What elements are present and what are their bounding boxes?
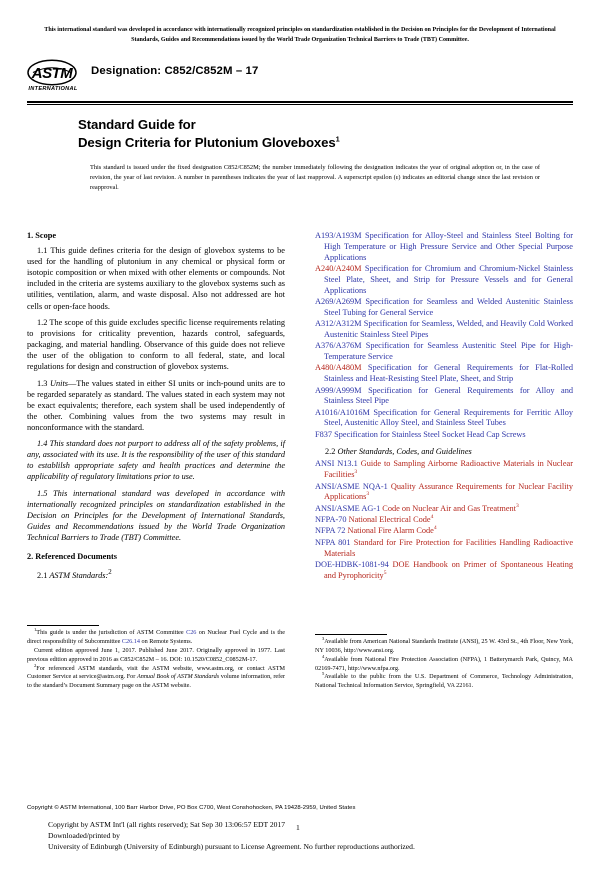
reference-title: Specification for Seamless, Welded, and Heavily Cold Worked Austenitic Stainless Steel Pipes [324, 319, 573, 339]
reference-title: Specification for Seamless and Welded Austenitic Stainless Steel Tubing for General Service [324, 296, 573, 317]
paragraph-1-4: 1.4 This standard does not purport to address all of the safety problems, if any, associated with its use. It is the responsibility of the user of this standard to establilsh appropriate safety and health practices and determine the applicability of regulatory limitations prior to use. [27, 439, 285, 482]
paragraph-1-3-term: Units [50, 378, 68, 388]
subsection-astm-standards [27, 569, 285, 582]
reference-item[interactable] [315, 363, 573, 385]
designation-label: Designation: C852/C852M – 17 [91, 64, 259, 77]
body-columns [27, 231, 573, 691]
title-footnote-marker: 1 [335, 134, 340, 144]
paragraph-1-1: 1.1 This guide defines criteria for the design of glovebox systems to be used for the handling of plutonium in any chemical or physical form or isotopic composition or when mixed with other elements or compounds. Not included in the criteria are systems auxiliary to the glovebox systems such as utilities, ventilation, alarm, and waste disposal. Also not addressed are hot cells or open-face hoods. [27, 246, 285, 311]
reference-designation: A269/A269M [315, 296, 362, 306]
right-footnotes-block [315, 634, 573, 691]
issue-statement: This standard is issued under the fixed designation C852/C852M; the number immediately following the designation indicates the year of original adoption or, in the case of revision, the year of last revision. A number in parentheses indicates the year of last reapproval. A superscript epsilon (ε) indicates an editorial change since the last revision or reapproval. [90, 164, 540, 192]
left-footnotes [27, 629, 285, 691]
footnote-link-c26-14[interactable]: C26.14 [121, 638, 140, 646]
reference-item[interactable] [315, 538, 573, 560]
reference-title: Specification for Alloy-Steel and Stainless Steel Bolting for High Temperature or High Pressure Service and Other Special Purpose Applications [324, 231, 573, 262]
copyright-notice: Copyright © ASTM International, 100 Barr Harbor Drive, PO Box C700, West Conshohocken, PA 19428-2959, United States [27, 805, 356, 811]
reference-title: DOE Handbook on Primer of Spontaneous Heating and Pyrophoricity [324, 559, 573, 580]
paragraph-1-3-number: 1.3 [37, 378, 48, 388]
license-line-3: University of Edinburgh (University of Edinburgh) pursuant to License Agreement. No further reproductions authorized. [48, 842, 415, 851]
right-footnotes [315, 638, 573, 691]
footnote-2-marker: 2 [34, 662, 37, 668]
reference-item[interactable] [315, 430, 573, 441]
title-line-1: Standard Guide for [78, 117, 196, 133]
reference-item[interactable] [315, 459, 573, 481]
astm-logo-mark-icon [27, 59, 77, 86]
paragraph-1-5: 1.5 This international standard was developed in accordance with internationally recognized principles on standardization established in the Decision on Principles for the Development of International Standards, Guides and Recommendations issued by the World Trade Organization Technical Barriers to Trade (TBT) Committee. [27, 488, 285, 543]
reference-item[interactable] [315, 408, 573, 430]
document-page [0, 26, 600, 876]
reference-footnote-marker: 3 [515, 502, 519, 509]
left-footnotes-block [27, 625, 285, 691]
footnote-5-marker: 5 [322, 671, 325, 677]
astm-logo-subtitle: INTERNATIONAL [28, 85, 78, 92]
footnote-4: $^4$Available from National Fire Protection Association (NFPA), 1 Batterymarch Park, Quincy, MA 02169-7471, http://www.nfpa.org. [315, 653, 573, 672]
astm-standards-list [315, 231, 573, 441]
reference-designation: NFPA 801 [315, 537, 351, 547]
reference-footnote-marker: 5 [383, 569, 387, 576]
astm-logo [27, 59, 83, 92]
license-line-1: Copyright by ASTM Int'l (all rights reserved); Sat Sep 30 13:06:57 EDT 2017 [48, 820, 286, 829]
reference-title: Specification for General Requirements for Ferritic Alloy Steel, Austenitic Alloy Steel, and Stainless Steel Tubes [324, 407, 573, 428]
reference-item[interactable] [315, 504, 573, 515]
reference-designation: NFPA 72 [315, 526, 346, 536]
footnote-1-marker: 1 [34, 627, 37, 633]
reference-item[interactable] [315, 297, 573, 319]
footnote-2: $^2$For referenced ASTM standards, visit the ASTM website, www.astm.org, or contact ASTM Customer Service at service@astm.org. For Annual Book of ASTM Standards volume information, refer to the standard’s Document Summary page on the ASTM website. [27, 662, 286, 690]
reference-item[interactable] [315, 560, 573, 582]
reference-footnote-marker: 3 [354, 469, 358, 476]
reference-title: National Fire Alarm Code [345, 526, 434, 536]
reference-footnote-marker: 3 [366, 491, 370, 498]
footnote-divider [27, 625, 99, 626]
reference-designation: A193/A193M [315, 231, 362, 240]
footnote-link-c26[interactable]: C26 [186, 629, 197, 637]
footnote-1: $^1$This guide is under the jurisdiction of ASTM Committee C26 on Nuclear Fuel Cycle and is the direct responsibility of Subcommittee C26.14 on Remote Systems. [27, 627, 285, 646]
reference-title: Specification for Chromium and Chromium-Nickel Stainless Steel Plate, Sheet, and Strip for Pressure Vessels and for General Applications [324, 263, 573, 295]
reference-designation: A312/A312M [315, 319, 362, 329]
reference-designation: A376/A376M [315, 341, 362, 351]
reference-item[interactable] [315, 319, 573, 341]
reference-title: Quality Assurance Requirements for Nuclear Facility Applications [324, 481, 573, 502]
reference-title: Specification for General Requirements for Flat-Rolled Stainless and Heat-Resisting Steel Plate, Sheet, and Strip [324, 363, 573, 384]
subsection-other-standards [315, 447, 573, 458]
paragraph-1-3 [27, 378, 285, 433]
left-column [27, 231, 285, 691]
reference-item[interactable] [315, 515, 573, 526]
reference-item[interactable] [315, 482, 573, 504]
reference-title: Specification for General Requirements for Alloy and Stainless Steel Pipe [324, 385, 573, 406]
page-number: 1 [296, 823, 300, 832]
subsection-astm-standards-footnote: 2 [108, 569, 112, 576]
reference-item[interactable] [315, 231, 573, 263]
section-heading-scope: 1. Scope [27, 231, 57, 240]
footnote-1-edition: Current edition approved June 1, 2017. Published June 2017. Originally approved in 1977. Last previous edition approved in 2016 as C852/C852M – 16. DOI: 10.1520/C0852_C0852M-17. [27, 647, 285, 663]
subsection-astm-standards-label: ASTM Standards: [49, 570, 109, 580]
reference-designation: NFPA-70 [315, 515, 347, 525]
paragraph-1-3-text: —The values stated in either SI units or inch-pound units are to be regarded separately as standard. The values stated in each system may not be exact equivalents; therefore, each system shall be used independently of the other. Combining values from the two systems may result in nonconformance with the standard. [27, 378, 285, 432]
svg-text:ASTM: ASTM [31, 64, 73, 82]
reference-item[interactable] [315, 526, 573, 537]
reference-item[interactable] [315, 264, 573, 296]
reference-title: Specification for Seamless Austenitic Steel Pipe for High-Temperature Service [324, 341, 573, 361]
reference-designation: DOE-HDBK-1081-94 [315, 559, 389, 569]
subsection-astm-standards-number: 2.1 [37, 570, 48, 580]
reference-designation: A240/A240M [315, 263, 362, 273]
reference-title: Specification for Stainless Steel Socket Head Cap Screws [332, 429, 526, 439]
reference-designation: A999/A999M [315, 385, 362, 395]
subsection-other-standards-label: Other Standards, Codes, and Guidelines [337, 447, 472, 457]
footnote-4-marker: 4 [322, 653, 325, 659]
reference-title: National Electrical Code [346, 515, 431, 525]
reference-footnote-marker: 4 [433, 525, 437, 532]
reference-designation: ANSI/ASME NQA-1 [315, 481, 388, 491]
reference-title: Standard for Fire Protection for Facilities Handling Radioactive Materials [324, 537, 574, 558]
reference-designation: ANSI/ASME AG-1 [315, 503, 381, 513]
wto-banner: This international standard was developed in accordance with internationally recognized principles on standardization established in the Decision on Principles for the Development of International Standards, Guides and Recommendations issued by the World Trade Organization Technical Barriers to Trade (TBT) Committee. [44, 27, 556, 43]
reference-designation: ANSI N13.1 [315, 459, 358, 469]
reference-designation: F837 [315, 429, 333, 439]
reference-designation: A480/A480M [315, 363, 362, 373]
section-heading-referenced-documents: 2. Referenced Documents [27, 552, 117, 562]
reference-footnote-marker: 4 [430, 514, 434, 521]
reference-title: Guide to Sampling Airborne Radioactive Materials in Nuclear Facilities [324, 459, 573, 480]
other-standards-list [315, 459, 573, 581]
license-line-2: Downloaded/printed by [48, 831, 120, 840]
footnote-3: $^3$Available from American National Standards Institute (ANSI), 25 W. 43rd St., 4th Floor, New York, NY 10036, http://www.ansi.org. [315, 636, 573, 655]
reference-title: Code on Nuclear Air and Gas Treatment [380, 503, 516, 513]
title-line-2: Design Criteria for Plutonium Gloveboxes$^1$ [78, 134, 340, 150]
subsection-other-standards-number: 2.2 [325, 447, 336, 457]
header-rule-thick [27, 101, 573, 103]
license-block [48, 819, 568, 852]
reference-item[interactable] [315, 386, 573, 408]
paragraph-1-2: 1.2 The scope of this guide excludes specific license requirements relating to provisions for criticality prevention, hazards control, safeguards, packaging, and material handling. Observance of this guide does not relieve the user of the obligation to conform to all federal, state, and local regulations for design and construction of glovebox systems. [27, 318, 285, 372]
footnote-5: $^5$Available to the public from the U.S. Department of Commerce, Technology Administration, National Technical Information Service, Springfield, VA 22161. [315, 671, 573, 690]
page-title [78, 116, 573, 151]
reference-designation: A1016/A1016M [315, 407, 370, 417]
reference-item[interactable] [315, 341, 573, 363]
right-column [315, 231, 573, 691]
footnote-3-marker: 3 [322, 636, 325, 642]
header-rule-thin [27, 104, 573, 105]
footnote-divider [315, 634, 387, 635]
designation-row [27, 58, 600, 92]
